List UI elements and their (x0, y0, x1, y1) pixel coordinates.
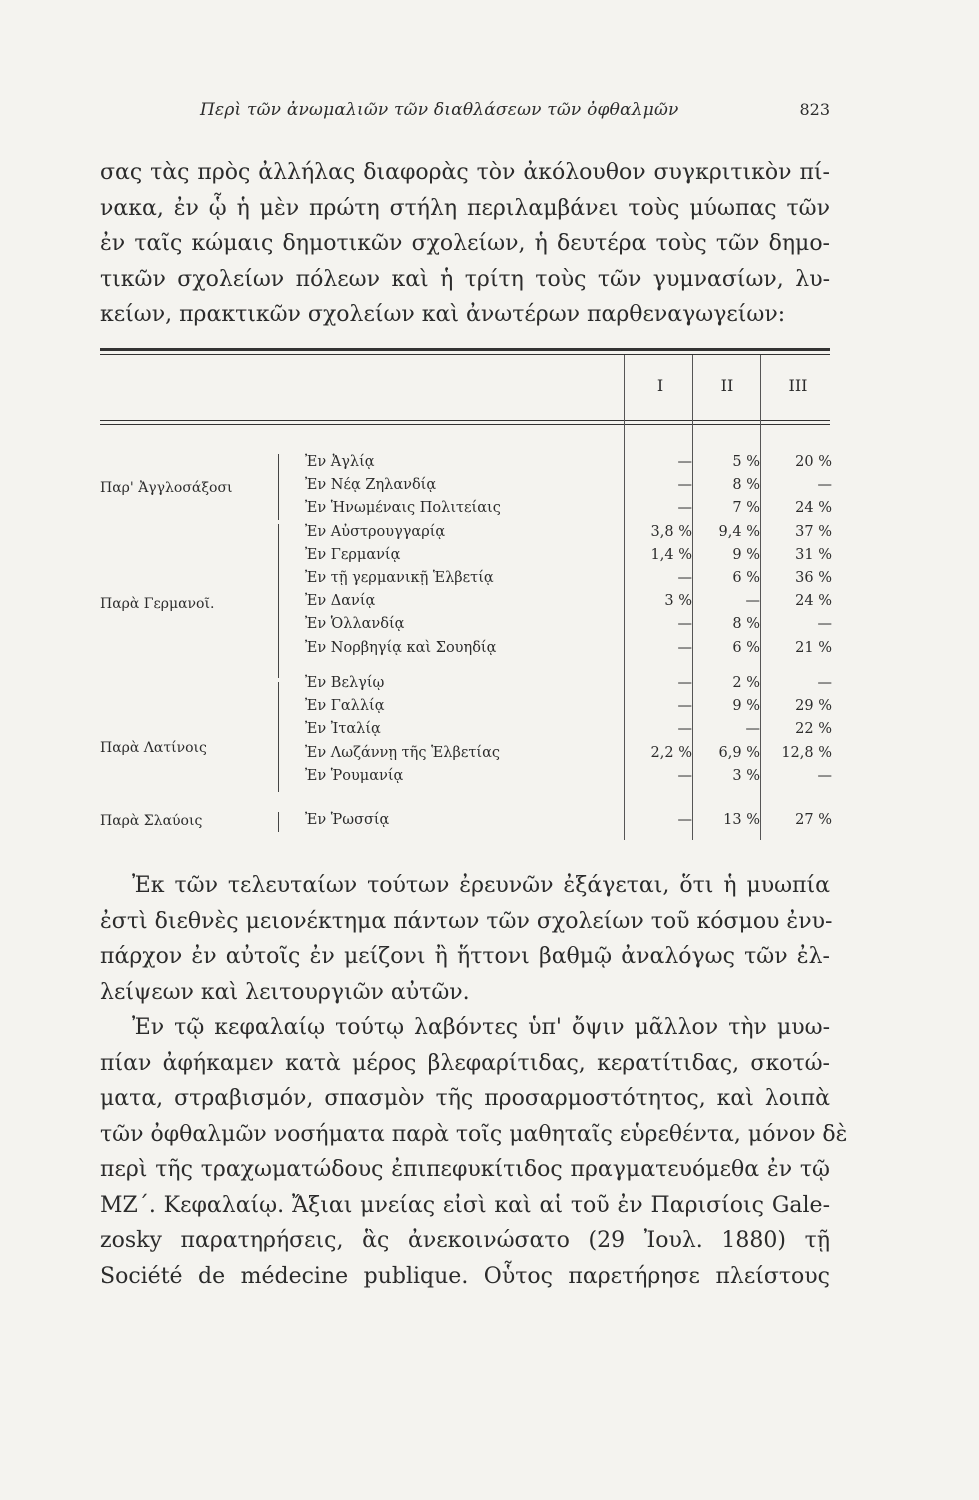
value-col-III: 24 % (795, 593, 832, 609)
value-col-III: 36 % (795, 570, 832, 586)
text-line: πάρχον ἐν αὐτοῖς ἐν μείζονι ἢ ἥττονι βαθμῷ ἀναλόγως τῶν ἐλ- (100, 944, 830, 969)
table-row (100, 698, 830, 720)
value-col-II: 7 % (732, 500, 760, 516)
value-col-III: — (817, 768, 832, 784)
value-col-III: 27 % (795, 812, 832, 828)
table-row (100, 454, 830, 476)
table-row (100, 721, 830, 743)
text-line: τῶν ὀφθαλμῶν νοσήματα παρὰ τοῖς μαθηταῖς εὑρεθέντα, μόνον δὲ (100, 1121, 848, 1147)
value-col-I: — (677, 721, 692, 737)
value-col-II: 5 % (732, 454, 760, 470)
table-row (100, 640, 830, 662)
value-col-II: 13 % (723, 812, 760, 828)
value-col-I: — (677, 454, 692, 470)
country-name: Ἐν Λωζάννῃ τῆς Ἑλβετίας (305, 745, 501, 761)
value-col-III: 24 % (795, 500, 832, 516)
page-header (100, 100, 830, 128)
value-col-II: 8 % (732, 477, 760, 493)
value-col-III: 31 % (795, 547, 832, 563)
text-line: κείων, πρακτικῶν σχολείων καὶ ἀνωτέρων παρθεναγωγείων: (100, 302, 786, 327)
text-line: ΜΖ΄. Κεφαλαίῳ. Ἄξιαι μνείας εἰσὶ καὶ αἱ τοῦ ἐν Παρισίοις Gale- (100, 1192, 830, 1218)
group-label: Παρὰ Γερμανοῖ. (100, 596, 215, 612)
value-col-I: — (677, 768, 692, 784)
column-header-I: I (656, 376, 664, 395)
value-col-III: 21 % (795, 640, 832, 656)
text-line: zosky παρατηρήσεις, ἃς ἀνεκοινώσατο (29 Ἰουλ. 1880) τῇ (100, 1228, 830, 1253)
final-paragraph (100, 1010, 848, 1294)
value-col-II: 8 % (732, 616, 760, 632)
conclusion-paragraph (100, 868, 833, 1010)
running-title: Περὶ τῶν ἀνωμαλιῶν τῶν διαθλάσεων τῶν ὀφθαλμῶν (200, 100, 679, 120)
group-label: Παρὰ Σλαύοις (100, 813, 203, 829)
country-name: Ἐν Αὐστρουγγαρίᾳ (305, 524, 446, 540)
text-line: ἐν ταῖς κώμαις δημοτικῶν σχολείων, ἡ δευτέρα τοὺς τῶν δημο- (100, 231, 830, 256)
value-col-I: 3,8 % (650, 524, 692, 540)
value-col-I: 1,4 % (650, 547, 692, 563)
header-rule (100, 420, 830, 421)
value-col-I: — (677, 570, 692, 586)
country-name: Ἐν Νορβηγίᾳ καὶ Σουηδίᾳ (305, 640, 497, 656)
value-col-III: — (817, 675, 832, 691)
value-col-I: — (677, 500, 692, 516)
column-header-III: III (788, 376, 808, 395)
text-line: τικῶν σχολείων πόλεων καὶ ἡ τρίτη τοὺς τῶν γυμνασίων, λυ- (100, 266, 830, 292)
table-row (100, 477, 830, 499)
text-line: ἐστὶ διεθνὲς μειονέκτημα πάντων τῶν σχολείων τοῦ κόσμου ἐνυ- (100, 908, 833, 934)
country-name: Ἐν τῇ γερμανικῇ Ἑλβετίᾳ (305, 570, 494, 586)
value-col-II: 3 % (732, 768, 760, 784)
value-col-III: 29 % (795, 698, 832, 714)
table-top-rule (100, 348, 830, 351)
text-line: ματα, στραβισμόν, σπασμὸν τῆς προσαρμοστότητος, καὶ λοιπὰ (100, 1086, 830, 1111)
country-name: Ἐν Ἀγλίᾳ (305, 454, 375, 470)
country-name: Ἐν Γερμανίᾳ (305, 547, 401, 563)
value-col-I: — (677, 675, 692, 691)
table-row (100, 745, 830, 767)
value-col-II: 6,9 % (718, 745, 760, 761)
value-col-II: 6 % (732, 640, 760, 656)
value-col-II: 9 % (732, 698, 760, 714)
value-col-I: — (677, 640, 692, 656)
table-row (100, 500, 830, 522)
group-label: Παρ' Ἀγγλοσάξοσι (100, 480, 233, 496)
text-line: Ἐκ τῶν τελευταίων τούτων ἐρευνῶν ἐξάγεται, ὅτι ἡ μυωπία (132, 873, 830, 898)
value-col-II: 9,4 % (718, 524, 760, 540)
value-col-I: — (677, 698, 692, 714)
value-col-III: 22 % (795, 721, 832, 737)
myopia-table (100, 348, 830, 838)
table-row (100, 593, 830, 615)
intro-paragraph (100, 155, 830, 333)
country-name: Ἐν Ῥουμανίᾳ (305, 768, 404, 784)
value-col-I: — (677, 812, 692, 828)
country-name: Ἐν Γαλλίᾳ (305, 698, 385, 714)
value-col-III: — (817, 477, 832, 493)
column-header-II: II (720, 376, 734, 395)
value-col-I: 3 % (664, 593, 692, 609)
table-row (100, 616, 830, 638)
country-name: Ἐν Δανίᾳ (305, 593, 376, 609)
page-number: 823 (799, 100, 830, 119)
text-line: Société de médecine publique. Οὗτος παρετήρησε πλείστους (100, 1263, 830, 1289)
value-col-II: 6 % (732, 570, 760, 586)
country-name: Ἐν Βελγίῳ (305, 675, 385, 691)
value-col-III: — (817, 616, 832, 632)
country-name: Ἐν Ἡνωμέναις Πολιτείαις (305, 500, 501, 516)
value-col-II: — (745, 721, 760, 737)
value-col-III: 20 % (795, 454, 832, 470)
table-row (100, 768, 830, 790)
value-col-III: 37 % (795, 524, 832, 540)
group-label: Παρὰ Λατίνοις (100, 740, 207, 756)
table-row (100, 570, 830, 592)
table-row (100, 812, 830, 834)
text-line: λείψεων καὶ λειτουργιῶν αὐτῶν. (100, 979, 470, 1005)
value-col-II: 9 % (732, 547, 760, 563)
country-name: Ἐν Ὁλλανδίᾳ (305, 616, 405, 632)
country-name: Ἐν Ῥωσσίᾳ (305, 812, 390, 828)
header-rule-thin (100, 424, 830, 425)
value-col-II: — (745, 593, 760, 609)
value-col-III: 12,8 % (781, 745, 832, 761)
value-col-I: — (677, 616, 692, 632)
table-row (100, 524, 830, 546)
table-row (100, 675, 830, 697)
table-top-rule-thin (100, 354, 830, 355)
text-line: σας τὰς πρὸς ἀλλήλας διαφορὰς τὸν ἀκόλουθον συγκριτικὸν πί- (100, 160, 830, 185)
country-name: Ἐν Ἰταλίᾳ (305, 721, 381, 737)
value-col-II: 2 % (732, 675, 760, 691)
text-line: νακα, ἐν ᾧ ἡ μὲν πρώτη στήλη περιλαμβάνει τοὺς μύωπας τῶν (100, 195, 830, 221)
table-row (100, 547, 830, 569)
value-col-I: 2,2 % (650, 745, 692, 761)
text-line: περὶ τῆς τραχωματώδους ἐπιπεφυκίτιδος πραγματευόμεθα ἐν τῷ (100, 1157, 830, 1182)
text-line: Ἐν τῷ κεφαλαίῳ τούτῳ λαβόντες ὑπ' ὄψιν μᾶλλον τὴν μυω- (132, 1015, 830, 1040)
value-col-I: — (677, 477, 692, 493)
country-name: Ἐν Νέᾳ Ζηλανδίᾳ (305, 477, 437, 493)
text-line: πίαν ἀφήκαμεν κατὰ μέρος βλεφαρίτιδας, κερατίτιδας, σκοτώ- (100, 1050, 830, 1076)
